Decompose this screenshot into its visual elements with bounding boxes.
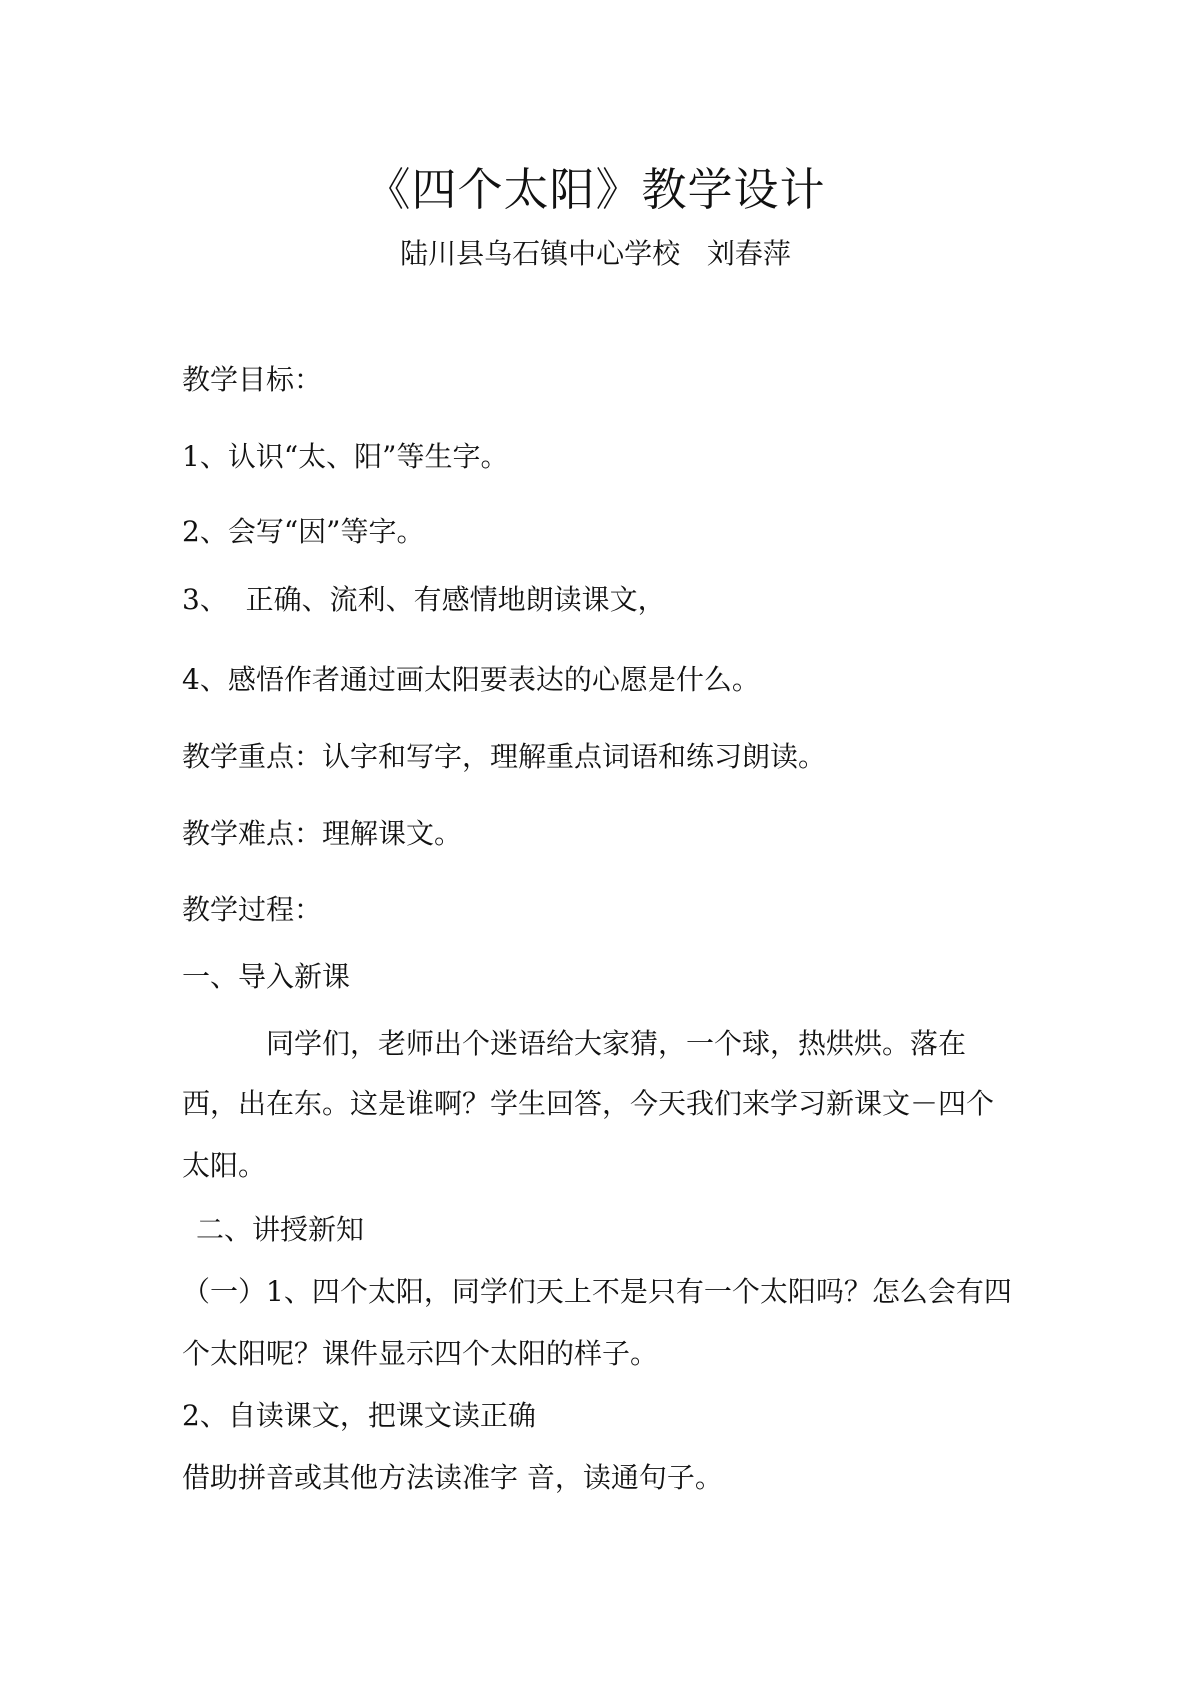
difficult-points: 教学难点：理解课文。 [182, 817, 463, 850]
new-knowledge-line-3: 2、自读课文，把课文读正确 [182, 1399, 536, 1432]
step-heading-intro: 一、导入新课 [182, 960, 351, 993]
objective-2: 2、会写“因”等字。 [182, 515, 425, 548]
objective-1: 1、认识“太、阳”等生字。 [182, 440, 509, 473]
intro-paragraph-line-3: 太阳。 [182, 1149, 267, 1182]
objective-4: 4、感悟作者通过画太阳要表达的心愿是什么。 [182, 663, 760, 696]
document-title: 《四个太阳》教学设计 [365, 163, 826, 216]
intro-paragraph-line-1: 同学们，老师出个迷语给大家猜，一个球，热烘烘。落在 [266, 1027, 967, 1060]
objective-3: 3、 正确、流利、有感情地朗读课文， [182, 583, 666, 616]
key-points: 教学重点：认字和写字，理解重点词语和练习朗读。 [182, 740, 827, 773]
intro-paragraph-line-2: 西，出在东。这是谁啊？学生回答，今天我们来学习新课文－四个 [182, 1087, 995, 1120]
section-heading-objectives: 教学目标： [182, 363, 323, 396]
section-heading-process: 教学过程： [182, 893, 323, 926]
author-line: 陆川县乌石镇中心学校 刘春萍 [400, 237, 791, 270]
step-heading-new-knowledge: 二、讲授新知 [196, 1213, 365, 1246]
new-knowledge-line-4: 借助拼音或其他方法读准字 音，读通句子。 [182, 1461, 723, 1494]
new-knowledge-line-1: （一）1、四个太阳，同学们天上不是只有一个太阳吗？怎么会有四 [182, 1275, 1012, 1308]
new-knowledge-line-2: 个太阳呢？课件显示四个太阳的样子。 [182, 1337, 659, 1370]
